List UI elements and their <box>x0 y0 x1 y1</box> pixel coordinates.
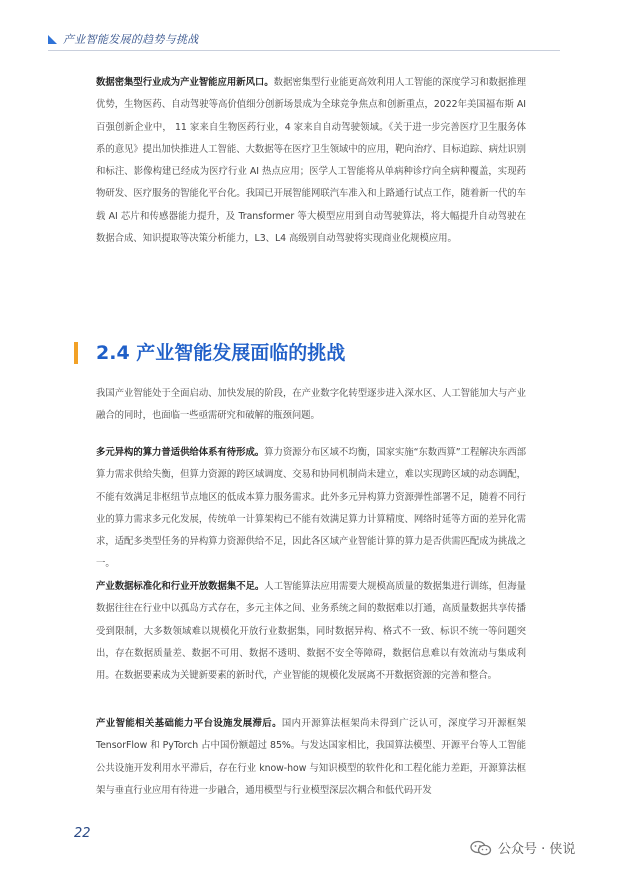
paragraph-body: 我国产业智能处于全面启动、加快发展的阶段，在产业数字化转型逐步进入深水区、人工智能加大与产业融合的同时，也面临一些亟需研究和破解的瓶颈问题。 <box>96 388 526 422</box>
wechat-icon <box>470 840 492 856</box>
paragraph-body: 算力资源分布区域不均衡，国家实施“东数西算”工程解决东西部算力需求供给失衡，但算力资源的跨区域调度、交易和协同机制尚未建立，难以实现跨区域的动态调配，不能有效满足非枢纽节点地区的低成本算力服务需求。此外多元异构算力资源弹性部署不足，随着不同行业的算力需求多元化发展，传统单一计算架构已不能有效满足算力计算精度、网络时延等方面的差异化需求，适配多类型任务的异构算力资源供给不足，因此各区域产业智能计算的算力是否供需匹配成为挑战之一。 <box>96 447 526 570</box>
paragraph-lead: 产业智能相关基础能力平台设施发展滞后。 <box>96 718 282 729</box>
watermark <box>470 838 575 857</box>
paragraph-computing-power <box>96 442 526 576</box>
paragraph-body: 人工智能算法应用需要大规模高质量的数据集进行训练，但海量数据往往在行业中以孤岛方式存在，多元主体之间、业务系统之间的数据难以打通，高质量数据共享传播受到限制，大多数领域难以规模化开放行业数据集，同时数据异构、格式不一致、标识不统一等问题突出，存在数据质量差、数据不可用、数据不透明、数据不安全等障碍，数据信息难以有效流动与集成利用。在数据要素成为关键新要素的新时代，产业智能的规模化发展离不开数据资源的完善和整合。 <box>96 581 526 682</box>
watermark-text: 公众号 · 侠说 <box>498 842 576 857</box>
paragraph-lead: 产业数据标准化和行业开放数据集不足。 <box>96 581 265 592</box>
paragraph-intro <box>96 383 526 428</box>
header-triangle-icon <box>48 35 57 44</box>
section-bar-icon <box>74 342 78 364</box>
paragraph-data-intensive <box>96 72 526 250</box>
paragraph-lead: 多元异构的算力普适供给体系有待形成。 <box>96 447 265 458</box>
section-title: 2.4 产业智能发展面临的挑战 <box>96 342 346 364</box>
paragraph-body: 数据密集型行业能更高效利用人工智能的深度学习和数据推理优势，生物医药、自动驾驶等高价值细分创新场景成为全球竞争焦点和创新重点，2022年美国福布斯 AI 百强创新企业中， 11 家来自生物医药行业，4 家来自自动驾驶领域。《关于进一步完善医疗卫生服务体系的意见》提出加快推进人工智能、大数据等在医疗卫生领域中的应用，靶向治疗、目标追踪、病灶识别和标注、影像构建已经成为医疗行业 AI 热点应用；医学人工智能将从单病种诊疗向全病种覆盖，实现药物研发、医疗服务的智能化平台化。我国已开展智能网联汽车准入和上路通行试点工作，随着新一代的车载 AI 芯片和传感器能力提升，及 Transformer 等大模型应用到自动驾驶算法，将大幅提升自动驾驶在数据合成、知识提取等决策分析能力，L3、L4 高级别自动驾驶将实现商业化规模应用。 <box>96 77 526 245</box>
page-header <box>48 30 560 51</box>
page-number: 22 <box>74 826 91 841</box>
paragraph-lead: 数据密集型行业成为产业智能应用新风口。 <box>96 77 274 88</box>
paragraph-platform-infrastructure <box>96 713 526 802</box>
header-title: 产业智能发展的趋势与挑战 <box>63 33 199 46</box>
paragraph-body: 国内开源算法框架尚未得到广泛认可，深度学习开源框架 TensorFlow 和 PyTorch 占中国份额超过 85%。与发达国家相比，我国算法模型、开源平台等人工智能公共设施开发利用水平滞后，存在行业 know-how 与知识模型的软件化和工程化能力差距，开源算法框架与垂直行业应用有待进一步融合，通用模型与行业模型深层次耦合和低代码开发 <box>96 718 526 796</box>
paragraph-data-standards <box>96 576 526 687</box>
